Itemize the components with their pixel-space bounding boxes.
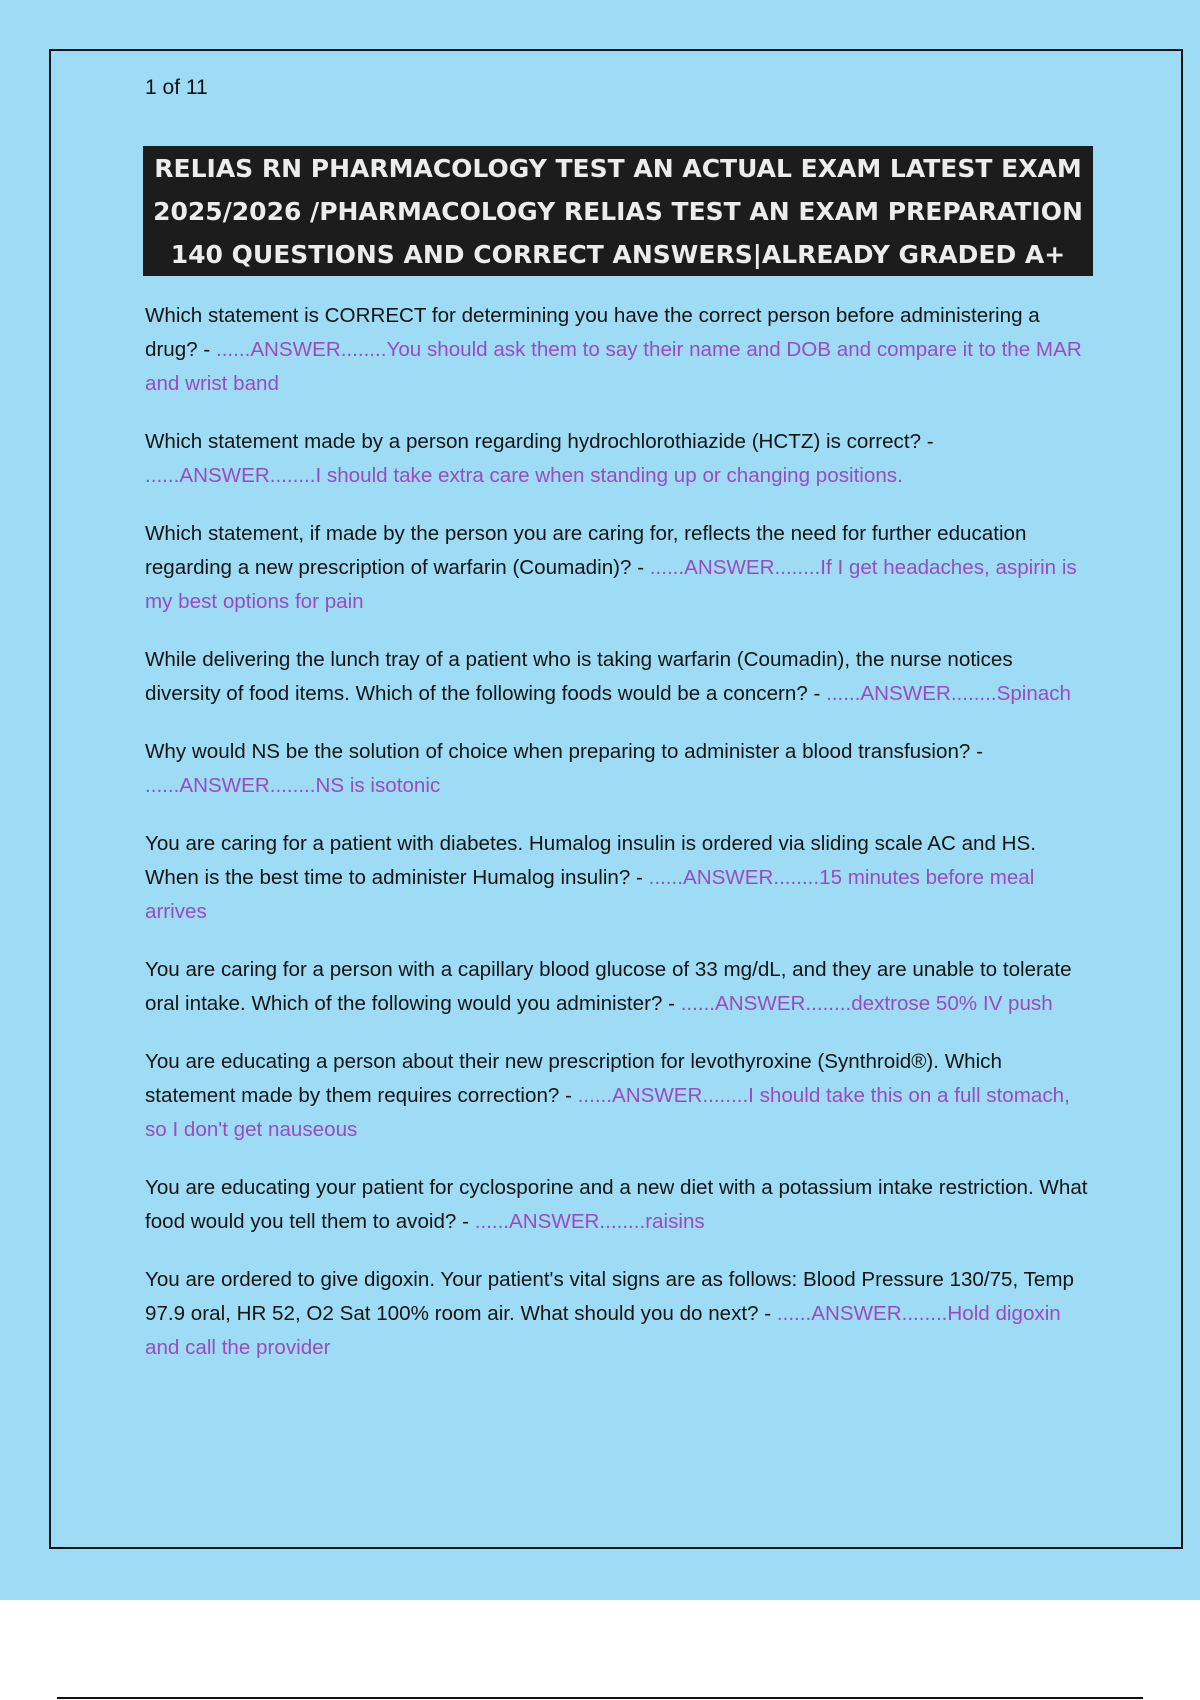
- answer-text: ......ANSWER........I should take extra care when standing up or changing positions.: [145, 464, 903, 487]
- qa-item: [145, 827, 1093, 929]
- question-text: While delivering the lunch tray of a patient who is taking warfarin (Coumadin), the nurse notices diversity of food items. Which of the following foods would be a concern? -: [145, 648, 1013, 705]
- page-counter: 1 of 11: [145, 76, 208, 99]
- title-line: 2025/2026 /PHARMACOLOGY RELIAS TEST AN EXAM PREPARATION: [153, 196, 1083, 226]
- qa-item: [145, 1045, 1093, 1147]
- answer-text: ......ANSWER........Hold digoxin and call the provider: [145, 1302, 1061, 1359]
- qa-item: [145, 735, 1093, 803]
- answer-text: ......ANSWER........I should take this on a full stomach, so I don't get nauseous: [145, 1084, 1070, 1141]
- question-text: Which statement made by a person regarding hydrochlorothiazide (HCTZ) is correct? -: [145, 430, 934, 453]
- question-text: You are ordered to give digoxin. Your patient's vital signs are as follows: Blood Pressure 130/75, Temp 97.9 oral, HR 52, O2 Sat 100% room air. What should you do next? -: [145, 1268, 1074, 1325]
- qa-item: [145, 1171, 1093, 1239]
- qa-item: [145, 425, 1093, 493]
- title-line: RELIAS RN PHARMACOLOGY TEST AN ACTUAL EXAM LATEST EXAM: [154, 153, 1082, 183]
- answer-text: ......ANSWER........You should ask them to say their name and DOB and compare it to the MAR and wrist band: [145, 338, 1082, 395]
- question-text: You are caring for a patient with diabetes. Humalog insulin is ordered via sliding scale AC and HS. When is the best time to administer Humalog insulin? -: [145, 832, 1036, 889]
- answer-text: ......ANSWER........Spinach: [826, 682, 1072, 705]
- footer-divider: [57, 1697, 1143, 1699]
- answer-text: ......ANSWER........If I get headaches, aspirin is my best options for pain: [145, 556, 1077, 613]
- question-text: Which statement, if made by the person you are caring for, reflects the need for further education regarding a new prescription of warfarin (Coumadin)? -: [145, 522, 1027, 579]
- question-text: You are educating a person about their new prescription for levothyroxine (Synthroid®). Which statement made by them requires correction? -: [145, 1050, 1002, 1107]
- qa-item: [145, 1263, 1093, 1365]
- answer-text: ......ANSWER........NS is isotonic: [145, 774, 441, 797]
- qa-item: [145, 517, 1093, 619]
- qa-list: [145, 299, 1093, 1389]
- question-text: You are educating your patient for cyclosporine and a new diet with a potassium intake restriction. What food would you tell them to avoid? -: [145, 1176, 1088, 1233]
- qa-item: [145, 643, 1093, 711]
- document-title: [143, 146, 1093, 276]
- answer-text: ......ANSWER........dextrose 50% IV push: [680, 992, 1053, 1015]
- title-line: 140 QUESTIONS AND CORRECT ANSWERS|ALREADY GRADED A+: [170, 239, 1066, 269]
- answer-text: ......ANSWER........15 minutes before meal arrives: [145, 866, 1035, 923]
- question-text: You are caring for a person with a capillary blood glucose of 33 mg/dL, and they are unable to tolerate oral intake. Which of the following would you administer? -: [145, 958, 1072, 1015]
- question-text: Why would NS be the solution of choice when preparing to administer a blood transfusion? -: [145, 740, 983, 763]
- qa-item: [145, 299, 1093, 401]
- question-text: Which statement is CORRECT for determining you have the correct person before administering a drug? -: [145, 304, 1040, 361]
- answer-text: ......ANSWER........raisins: [474, 1210, 705, 1233]
- qa-item: [145, 953, 1093, 1021]
